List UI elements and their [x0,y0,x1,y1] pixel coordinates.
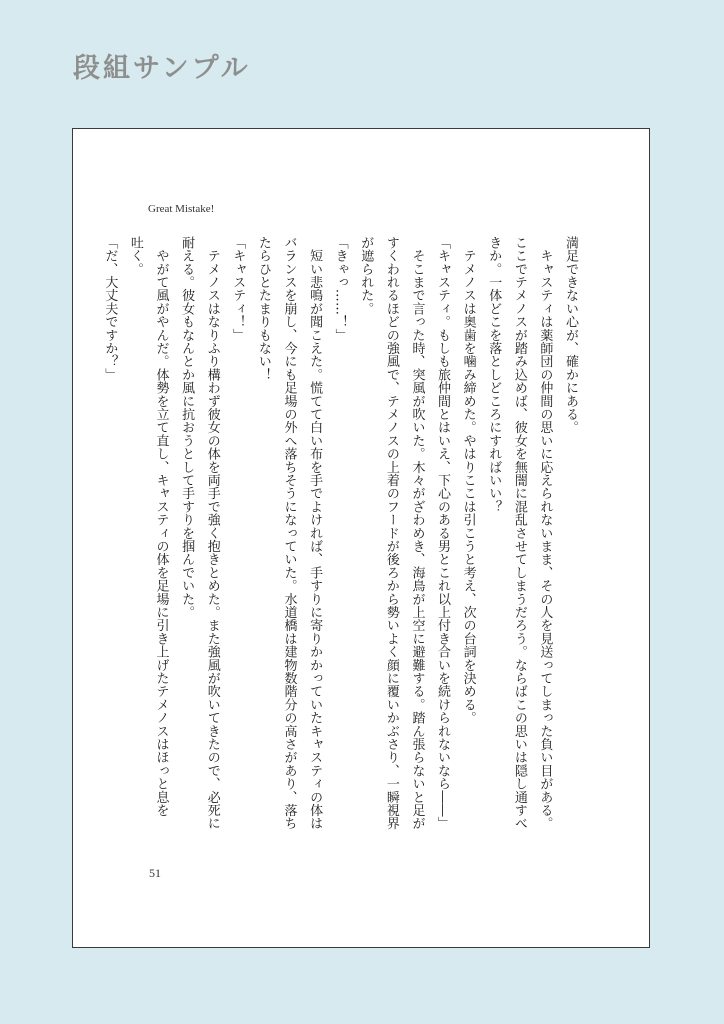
text-line: 「キャスティ。もしも旅仲間とはいえ、下心のある男とこれ以上付き合いを続けられないなら――」 [435,236,451,830]
text-line: すくわれるほどの強風で、テメノスの上着のフードが後ろから勢いよく顔に覆いかぶさり、一瞬視界 [383,236,399,830]
page-number: 51 [149,866,161,880]
text-line: テメノスはなりふり構わず彼女の体を両手で強く抱きとめた。また強風が吹いてきたので、必死に [204,236,220,830]
text-line: やがて風がやんだ。体勢を立て直し、キャスティの体を足場に引き上げたテメノスはほっと息を [153,236,169,817]
text-line: テメノスは奥歯を噛み締めた。やはりここは引こうと考え、次の台詞を決める。 [460,236,476,725]
page-heading: 段組サンプル [73,53,251,84]
running-header: Great Mistake! [148,203,215,215]
text-line: 短い悲鳴が聞こえた。慌てて白い布を手でよければ、手すりに寄りかかっていたキャスティの体は [307,236,323,830]
vertical-body-text [102,236,583,856]
text-line: ここでテメノスが踏み込めば、彼女を無闇に混乱させてしまうだろう。ならばこの思いは隠し通すべ [511,236,527,830]
text-line: 耐える。彼女もなんとか風に抗おうとして手すりを掴んでいた。 [179,236,195,619]
text-line: バランスを崩し、今にも足場の外へ落ちそうになっていた。水道橋は建物数階分の高さがあり、落ち [281,236,297,830]
book-page [72,128,650,948]
text-line: が遮られた。 [358,236,374,316]
text-line: キャスティは薬師団の仲間の思いに応えられないまま、その人を見送ってしまった負い目がある。 [537,236,553,830]
text-line: きか。一体どこを落としどころにすればいい？ [486,236,502,514]
text-line: 「キャスティ！」 [230,236,246,342]
text-line: たらひとたまりもない！ [255,236,271,382]
text-line: 満足できない心が、確かにある。 [563,236,578,434]
text-line: 「きゃっ……！」 [332,236,348,342]
text-line: そこまで言った時、突風が吹いた。木々がざわめき、海鳥が上空に避難する。踏ん張らないと足が [409,236,425,830]
text-line: 「だ、大丈夫ですか？」 [102,236,118,382]
text-line: 吐く。 [127,236,143,276]
